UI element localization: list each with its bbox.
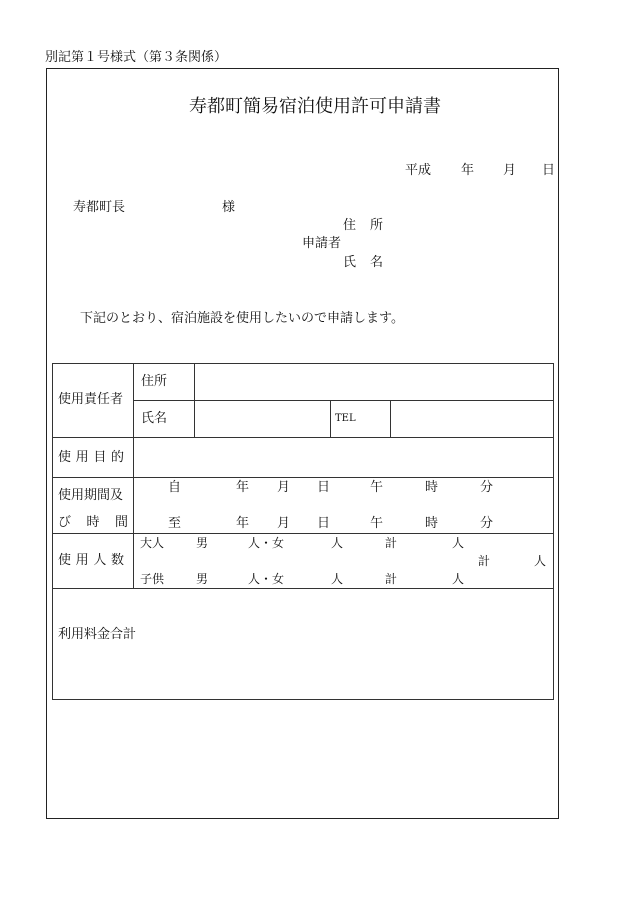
applicant-label: 申請者 bbox=[302, 236, 342, 251]
applicant-name-char-2: 名 bbox=[370, 255, 384, 270]
form-frame bbox=[46, 68, 559, 819]
form-title: 寿都町簡易宿泊使用許可申請書 bbox=[189, 96, 441, 117]
grand-total-unit: 人 bbox=[534, 554, 547, 568]
application-statement: 下記のとおり、宿泊施設を使用したいので申請します。 bbox=[80, 311, 404, 326]
responsible-person-label: 使用責任者 bbox=[58, 392, 124, 407]
grand-total-label: 計 bbox=[478, 554, 491, 568]
date-era: 平成 bbox=[405, 163, 432, 178]
purpose-label: 使 用 目 的 bbox=[58, 450, 124, 465]
period-label-line2: び 時 間 bbox=[58, 515, 128, 530]
responsible-address-label: 住所 bbox=[141, 374, 168, 389]
date-month-unit: 月 bbox=[503, 163, 517, 178]
fee-total-label: 利用料金合計 bbox=[58, 627, 137, 642]
applicant-name-char-1: 氏 bbox=[343, 255, 357, 270]
date-year-unit: 年 bbox=[461, 163, 475, 178]
tel-label: TEL bbox=[335, 413, 356, 424]
responsible-name-label: 氏名 bbox=[141, 411, 168, 426]
addressee-name: 寿都町長 bbox=[73, 200, 126, 215]
period-label-line1: 使用期間及 bbox=[58, 488, 124, 503]
applicant-address-char-1: 住 bbox=[343, 218, 357, 233]
addressee-honorific: 様 bbox=[222, 200, 236, 215]
form-number: 別記第１号様式（第３条関係） bbox=[45, 50, 228, 65]
date-day-unit: 日 bbox=[542, 163, 556, 178]
user-count-label: 使 用 人 数 bbox=[58, 553, 124, 568]
applicant-address-char-2: 所 bbox=[370, 218, 384, 233]
